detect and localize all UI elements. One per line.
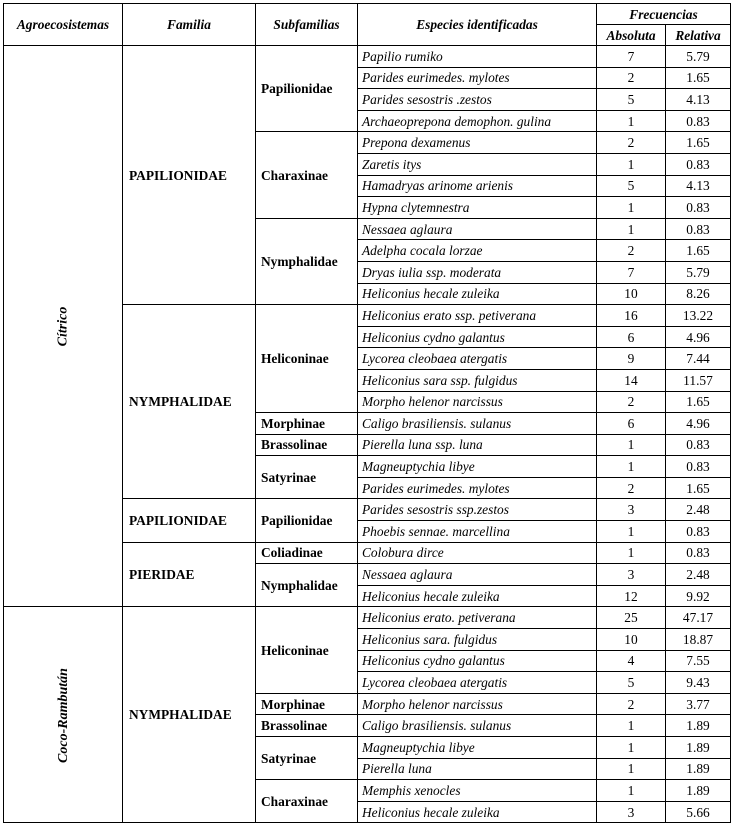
absolute-frequency: 25 [597, 607, 666, 629]
relative-frequency: 9.43 [666, 672, 731, 694]
table-row [4, 607, 731, 629]
absolute-frequency: 3 [597, 499, 666, 521]
relative-frequency: 0.83 [666, 521, 731, 543]
species-frequency-table [3, 3, 731, 823]
family-cell: NYMPHALIDAE [123, 607, 256, 823]
species-name: Dryas iulia ssp. moderata [358, 261, 597, 283]
species-name: Hamadryas arinome arienis [358, 175, 597, 197]
species-name: Papilio rumiko [358, 46, 597, 68]
subfamily-cell: Morphinae [256, 693, 358, 715]
absolute-frequency: 1 [597, 197, 666, 219]
absolute-frequency: 1 [597, 780, 666, 802]
absolute-frequency: 1 [597, 521, 666, 543]
species-name: Pierella luna ssp. luna [358, 434, 597, 456]
relative-frequency: 4.96 [666, 413, 731, 435]
relative-frequency: 5.79 [666, 261, 731, 283]
species-name: Heliconius hecale zuleika [358, 801, 597, 823]
absolute-frequency: 3 [597, 564, 666, 586]
table-body [4, 46, 731, 823]
relative-frequency: 8.26 [666, 283, 731, 305]
relative-frequency: 9.92 [666, 585, 731, 607]
absolute-frequency: 7 [597, 261, 666, 283]
absolute-frequency: 2 [597, 240, 666, 262]
species-name: Adelpha cocala lorzae [358, 240, 597, 262]
absolute-frequency: 6 [597, 413, 666, 435]
absolute-frequency: 12 [597, 585, 666, 607]
relative-frequency: 1.89 [666, 715, 731, 737]
subfamily-cell: Coliadinae [256, 542, 358, 564]
relative-frequency: 18.87 [666, 629, 731, 651]
subfamily-cell: Papilionidae [256, 46, 358, 132]
absolute-frequency: 2 [597, 132, 666, 154]
species-name: Nessaea aglaura [358, 218, 597, 240]
species-name: Magneuptychia libye [358, 456, 597, 478]
subfamily-cell: Morphinae [256, 413, 358, 435]
absolute-frequency: 5 [597, 89, 666, 111]
relative-frequency: 0.83 [666, 542, 731, 564]
subfamily-cell: Heliconinae [256, 607, 358, 693]
header-familia: Familia [123, 4, 256, 46]
species-name: Nessaea aglaura [358, 564, 597, 586]
absolute-frequency: 1 [597, 758, 666, 780]
header-relativa: Relativa [666, 25, 731, 46]
relative-frequency: 5.66 [666, 801, 731, 823]
relative-frequency: 47.17 [666, 607, 731, 629]
absolute-frequency: 1 [597, 715, 666, 737]
absolute-frequency: 1 [597, 110, 666, 132]
species-name: Morpho helenor narcissus [358, 693, 597, 715]
species-name: Memphis xenocles [358, 780, 597, 802]
species-name: Prepona dexamenus [358, 132, 597, 154]
relative-frequency: 5.79 [666, 46, 731, 68]
table-header [4, 4, 731, 46]
relative-frequency: 7.44 [666, 348, 731, 370]
relative-frequency: 11.57 [666, 369, 731, 391]
species-name: Heliconius hecale zuleika [358, 585, 597, 607]
header-absoluta: Absoluta [597, 25, 666, 46]
absolute-frequency: 10 [597, 283, 666, 305]
relative-frequency: 0.83 [666, 434, 731, 456]
subfamily-cell: Heliconinae [256, 305, 358, 413]
relative-frequency: 1.65 [666, 391, 731, 413]
species-name: Lycorea cleobaea atergatis [358, 672, 597, 694]
relative-frequency: 0.83 [666, 218, 731, 240]
species-name: Caligo brasiliensis. sulanus [358, 715, 597, 737]
absolute-frequency: 5 [597, 175, 666, 197]
agroecosystem-cell [4, 46, 123, 607]
absolute-frequency: 14 [597, 369, 666, 391]
absolute-frequency: 1 [597, 542, 666, 564]
subfamily-cell: Satyrinae [256, 737, 358, 780]
absolute-frequency: 2 [597, 67, 666, 89]
absolute-frequency: 5 [597, 672, 666, 694]
relative-frequency: 1.89 [666, 758, 731, 780]
absolute-frequency: 1 [597, 153, 666, 175]
absolute-frequency: 6 [597, 326, 666, 348]
relative-frequency: 0.83 [666, 153, 731, 175]
relative-frequency: 0.83 [666, 110, 731, 132]
absolute-frequency: 1 [597, 456, 666, 478]
species-name: Heliconius hecale zuleika [358, 283, 597, 305]
relative-frequency: 4.13 [666, 89, 731, 111]
agroecosystem-cell [4, 607, 123, 823]
subfamily-cell: Brassolinae [256, 434, 358, 456]
species-name: Heliconius erato ssp. petiverana [358, 305, 597, 327]
absolute-frequency: 1 [597, 218, 666, 240]
relative-frequency: 1.65 [666, 240, 731, 262]
absolute-frequency: 16 [597, 305, 666, 327]
agroecosystem-label: Coco-Rambután [55, 667, 71, 763]
species-name: Phoebis sennae. marcellina [358, 521, 597, 543]
relative-frequency: 4.13 [666, 175, 731, 197]
species-name: Heliconius sara. fulgidus [358, 629, 597, 651]
species-name: Hypna clytemnestra [358, 197, 597, 219]
subfamily-cell: Nymphalidae [256, 564, 358, 607]
relative-frequency: 0.83 [666, 197, 731, 219]
species-name: Lycorea cleobaea atergatis [358, 348, 597, 370]
subfamily-cell: Charaxinae [256, 780, 358, 823]
species-name: Zaretis itys [358, 153, 597, 175]
absolute-frequency: 1 [597, 434, 666, 456]
header-agroecosistemas: Agroecosistemas [4, 4, 123, 46]
subfamily-cell: Satyrinae [256, 456, 358, 499]
subfamily-cell: Papilionidae [256, 499, 358, 542]
species-name: Pierella luna [358, 758, 597, 780]
relative-frequency: 4.96 [666, 326, 731, 348]
agroecosystem-label: Cítrico [55, 306, 71, 347]
species-name: Heliconius cydno galantus [358, 326, 597, 348]
species-name: Archaeoprepona demophon. gulina [358, 110, 597, 132]
absolute-frequency: 2 [597, 693, 666, 715]
relative-frequency: 1.65 [666, 132, 731, 154]
family-cell: PAPILIONIDAE [123, 46, 256, 305]
family-cell: PIERIDAE [123, 542, 256, 607]
absolute-frequency: 4 [597, 650, 666, 672]
species-name: Heliconius cydno galantus [358, 650, 597, 672]
species-name: Parides eurimedes. mylotes [358, 477, 597, 499]
absolute-frequency: 1 [597, 737, 666, 759]
absolute-frequency: 3 [597, 801, 666, 823]
relative-frequency: 1.65 [666, 67, 731, 89]
table-row [4, 46, 731, 68]
species-name: Parides eurimedes. mylotes [358, 67, 597, 89]
species-name: Parides sesostris ssp.zestos [358, 499, 597, 521]
relative-frequency: 13.22 [666, 305, 731, 327]
absolute-frequency: 2 [597, 477, 666, 499]
species-name: Parides sesostris .zestos [358, 89, 597, 111]
relative-frequency: 7.55 [666, 650, 731, 672]
absolute-frequency: 2 [597, 391, 666, 413]
species-name: Heliconius sara ssp. fulgidus [358, 369, 597, 391]
species-name: Morpho helenor narcissus [358, 391, 597, 413]
relative-frequency: 1.89 [666, 737, 731, 759]
relative-frequency: 2.48 [666, 564, 731, 586]
header-especies: Especies identificadas [358, 4, 597, 46]
family-cell: PAPILIONIDAE [123, 499, 256, 542]
absolute-frequency: 9 [597, 348, 666, 370]
relative-frequency: 1.65 [666, 477, 731, 499]
subfamily-cell: Brassolinae [256, 715, 358, 737]
species-name: Heliconius erato. petiverana [358, 607, 597, 629]
species-name: Colobura dirce [358, 542, 597, 564]
header-subfamilias: Subfamilias [256, 4, 358, 46]
subfamily-cell: Nymphalidae [256, 218, 358, 304]
species-name: Caligo brasiliensis. sulanus [358, 413, 597, 435]
absolute-frequency: 10 [597, 629, 666, 651]
subfamily-cell: Charaxinae [256, 132, 358, 218]
relative-frequency: 1.89 [666, 780, 731, 802]
relative-frequency: 3.77 [666, 693, 731, 715]
species-name: Magneuptychia libye [358, 737, 597, 759]
absolute-frequency: 7 [597, 46, 666, 68]
relative-frequency: 2.48 [666, 499, 731, 521]
family-cell: NYMPHALIDAE [123, 305, 256, 499]
header-frecuencias: Frecuencias [597, 4, 731, 25]
relative-frequency: 0.83 [666, 456, 731, 478]
